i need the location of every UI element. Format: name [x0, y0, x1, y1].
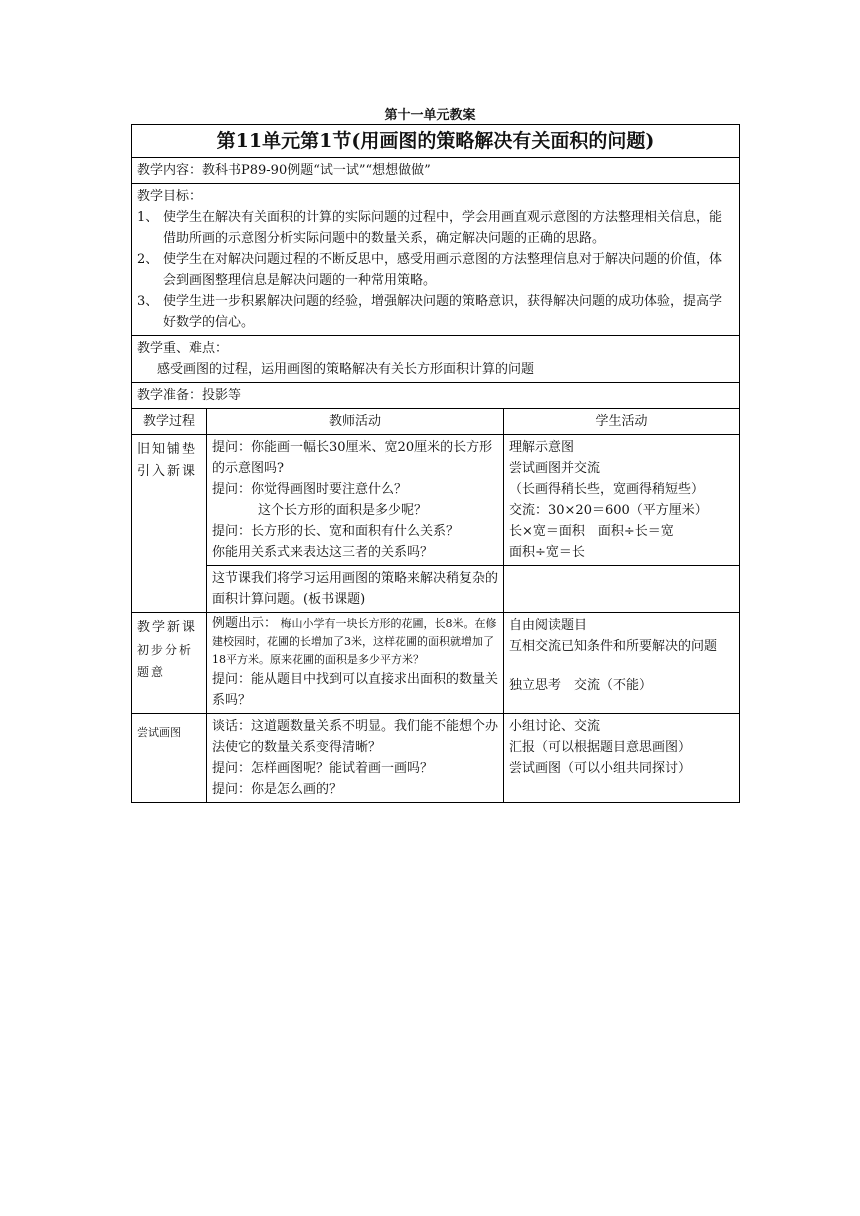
- page-header: 第十一单元教案: [384, 108, 476, 123]
- column-header-process: 教学过程: [132, 409, 207, 435]
- student-activity: [504, 714, 740, 803]
- teaching-objectives: [132, 184, 740, 336]
- teacher-activity: [207, 613, 504, 714]
- student-line: 尝试画图（可以小组共同探讨）: [509, 761, 692, 776]
- teaching-content: 教学内容：教科书P89-90例题“试一试”“想想做做”: [132, 158, 740, 184]
- student-activity-empty: [504, 566, 740, 613]
- phase-title: 教学新课: [137, 620, 198, 635]
- section-review-row-2: [132, 566, 740, 613]
- student-line: 自由阅读题目: [509, 618, 588, 633]
- phase-subtitle: 初步分析题意: [137, 643, 194, 679]
- key-points-label: 教学重、难点：: [137, 341, 229, 356]
- objective-number: 1、: [137, 210, 159, 225]
- student-line: 面积÷宽＝长: [509, 545, 585, 560]
- teacher-line: 提问：怎样画图呢？能试着画一画吗？: [212, 761, 434, 776]
- teacher-line: 提问：你能画一幅长30厘米、宽20厘米的长方形的示意图吗?: [212, 440, 493, 476]
- student-line: 互相交流已知条件和所要解决的问题: [509, 639, 718, 654]
- lesson-plan-table: [131, 124, 740, 803]
- objective-number: 3、: [137, 294, 159, 309]
- preparation-row: [132, 383, 740, 409]
- phase-try-drawing: [132, 714, 207, 803]
- teacher-line: 你能用关系式来表达这三者的关系吗？: [212, 545, 434, 560]
- objective-item: [137, 249, 734, 291]
- objective-text: 使学生进一步积累解决问题的经验，增强解决问题的策略意识，获得解决问题的成功体验，提高学好数学的信心。: [163, 294, 723, 330]
- example-text: 梅山小学有一块长方形的花圃，长8米。在修建校园时，花圃的长增加了3米，这样花圃的面积就增加了18平方米。原来花圃的面积是多少平方米？: [212, 617, 497, 666]
- student-line: 交流：30×20＝600（平方厘米）: [509, 503, 708, 518]
- student-line: 尝试画图并交流: [509, 461, 601, 476]
- student-line: 小组讨论、交流: [509, 719, 601, 734]
- objectives-row: [132, 184, 740, 336]
- teacher-line: 提问：能从题目中找到可以直接求出面积的数量关系吗？: [212, 672, 499, 708]
- objective-number: 2、: [137, 252, 159, 267]
- phase-review: 旧知铺垫引入新课: [132, 435, 207, 613]
- column-header-teacher: 教师活动: [207, 409, 504, 435]
- key-points-text: 感受画图的过程，运用画图的策略解决有关长方形面积计算的问题: [157, 362, 535, 377]
- section-try-drawing-row: [132, 714, 740, 803]
- spacer: [509, 657, 734, 675]
- teacher-line: 提问：你是怎么画的？: [212, 782, 343, 797]
- teacher-line: 这个长方形的面积是多少呢？: [258, 503, 428, 518]
- student-activity: [504, 613, 740, 714]
- key-points-row: [132, 336, 740, 383]
- objective-item: [137, 291, 734, 333]
- objectives-label: 教学目标：: [137, 189, 203, 204]
- lesson-title: 第11单元第1节(用画图的策略解决有关面积的问题): [132, 125, 740, 158]
- example-problem: [212, 615, 498, 669]
- student-line: 独立思考 交流（不能）: [509, 678, 653, 693]
- column-header-student: 学生活动: [504, 409, 740, 435]
- example-lead: 例题出示：: [212, 616, 278, 631]
- student-line: 理解示意图: [509, 440, 575, 455]
- teacher-activity: [207, 435, 504, 566]
- objective-text: 使学生在对解决问题过程的不断反思中，感受用画示意图的方法整理信息对于解决问题的价值，体会到画图整理信息是解决问题的一种常用策略。: [163, 252, 723, 288]
- title-row: [132, 125, 740, 158]
- teacher-line: 提问：长方形的长、宽和面积有什么关系？: [212, 524, 460, 539]
- teacher-activity: 这节课我们将学习运用画图的策略来解决稍复杂的面积计算问题。(板书课题): [207, 566, 504, 613]
- teaching-preparation: 教学准备：投影等: [132, 383, 740, 409]
- student-line: 汇报（可以根据题目意思画图）: [509, 740, 692, 755]
- section-new-lesson-row: [132, 613, 740, 714]
- student-activity: [504, 435, 740, 566]
- content-row: [132, 158, 740, 184]
- objective-text: 使学生在解决有关面积的计算的实际问题的过程中，学会用画直观示意图的方法整理相关信息，能借助所画的示意图分析实际问题中的数量关系，确定解决问题的正确的思路。: [163, 210, 723, 246]
- phase-title: 尝试画图: [137, 726, 181, 739]
- teacher-line: 谈话：这道题数量关系不明显。我们能不能想个办法使它的数量关系变得清晰？: [212, 719, 499, 755]
- phase-new-lesson: [132, 613, 207, 714]
- student-line: 长×宽＝面积 面积÷长＝宽: [509, 524, 674, 539]
- section-review-row: [132, 435, 740, 566]
- teacher-line: 提问：你觉得画图时要注意什么？: [212, 482, 408, 497]
- student-line: （长画得稍长些，宽画得稍短些）: [509, 482, 705, 497]
- column-header-row: [132, 409, 740, 435]
- key-points: [132, 336, 740, 383]
- teacher-activity: [207, 714, 504, 803]
- objective-item: [137, 207, 734, 249]
